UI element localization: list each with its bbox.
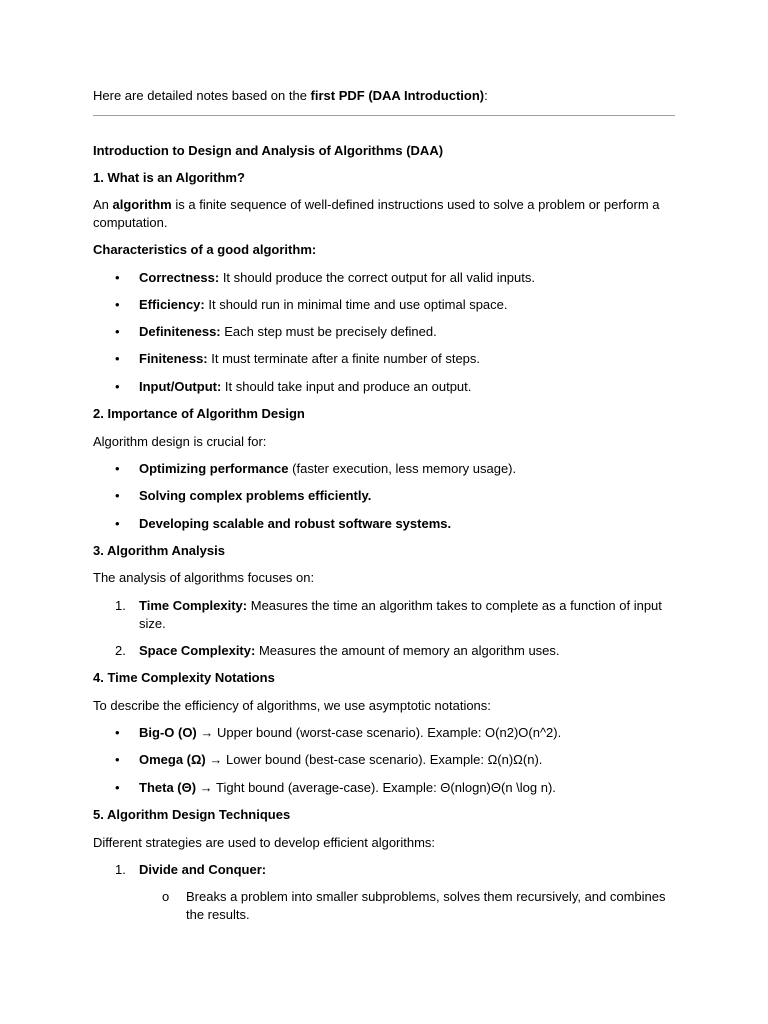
bullet-icon: • bbox=[115, 488, 120, 503]
section-1-heading: 1. What is an Algorithm? bbox=[93, 170, 245, 185]
bullet-icon: • bbox=[115, 324, 120, 339]
bullet-icon: • bbox=[115, 379, 120, 394]
intro-line: Here are detailed notes based on the first PDF (DAA Introduction): bbox=[93, 88, 488, 103]
list-item: 1. Time Complexity: Measures the time an algorithm takes to complete as a function of input size. bbox=[115, 598, 662, 631]
list-item: 1. Divide and Conquer: bbox=[115, 862, 267, 877]
bullet-icon: • bbox=[115, 752, 120, 767]
list-item: • Big-O (O) → Upper bound (worst-case scenario). Example: O(n2)O(n^2). bbox=[115, 725, 562, 740]
list-item: • Optimizing performance (faster execution, less memory usage). bbox=[115, 461, 517, 476]
section-2-paragraph: Algorithm design is crucial for: bbox=[93, 434, 267, 449]
section-1-paragraph: An algorithm is a finite sequence of well-defined instructions used to solve a problem or perform a computation. bbox=[93, 197, 660, 230]
list-item: • Definiteness: Each step must be precisely defined. bbox=[115, 324, 437, 339]
list-number: 1. bbox=[115, 862, 126, 877]
bullet-icon: • bbox=[115, 725, 120, 740]
section-4-heading: 4. Time Complexity Notations bbox=[93, 670, 275, 685]
list-item: • Correctness: It should produce the correct output for all valid inputs. bbox=[115, 270, 535, 285]
bullet-icon: • bbox=[115, 780, 120, 795]
section-3-heading: 3. Algorithm Analysis bbox=[93, 543, 225, 558]
section-3-paragraph: The analysis of algorithms focuses on: bbox=[93, 570, 315, 585]
section-5-heading: 5. Algorithm Design Techniques bbox=[93, 807, 291, 822]
list-item: • Omega (Ω) → Lower bound (best-case scenario). Example: Ω(n)Ω(n). bbox=[115, 752, 543, 767]
list-item: • Finiteness: It must terminate after a finite number of steps. bbox=[115, 351, 481, 366]
characteristics-heading: Characteristics of a good algorithm: bbox=[93, 242, 317, 257]
section-2-heading: 2. Importance of Algorithm Design bbox=[93, 406, 305, 421]
sub-list-item: o Breaks a problem into smaller subproblems, solves them recursively, and combines the results. bbox=[162, 889, 666, 922]
bullet-icon: • bbox=[115, 516, 120, 531]
list-item: • Solving complex problems efficiently. bbox=[115, 488, 372, 503]
document-title: Introduction to Design and Analysis of Algorithms (DAA) bbox=[93, 143, 444, 158]
sub-bullet-icon: o bbox=[162, 889, 170, 904]
list-item: • Input/Output: It should take input and produce an output. bbox=[115, 379, 472, 394]
bullet-icon: • bbox=[115, 461, 120, 476]
list-item: • Theta (Θ) → Tight bound (average-case). Example: Θ(nlogn)Θ(n \log n). bbox=[115, 780, 556, 795]
list-item: • Developing scalable and robust software systems. bbox=[115, 516, 452, 531]
bullet-icon: • bbox=[115, 297, 120, 312]
section-4-paragraph: To describe the efficiency of algorithms, we use asymptotic notations: bbox=[93, 698, 491, 713]
bullet-icon: • bbox=[115, 351, 120, 366]
list-number: 1. bbox=[115, 598, 126, 613]
section-5-paragraph: Different strategies are used to develop efficient algorithms: bbox=[93, 835, 436, 850]
list-item: • Efficiency: It should run in minimal time and use optimal space. bbox=[115, 297, 508, 312]
horizontal-rule bbox=[93, 115, 675, 116]
bullet-icon: • bbox=[115, 270, 120, 285]
list-item: 2. Space Complexity: Measures the amount of memory an algorithm uses. bbox=[115, 643, 560, 658]
list-number: 2. bbox=[115, 643, 126, 658]
